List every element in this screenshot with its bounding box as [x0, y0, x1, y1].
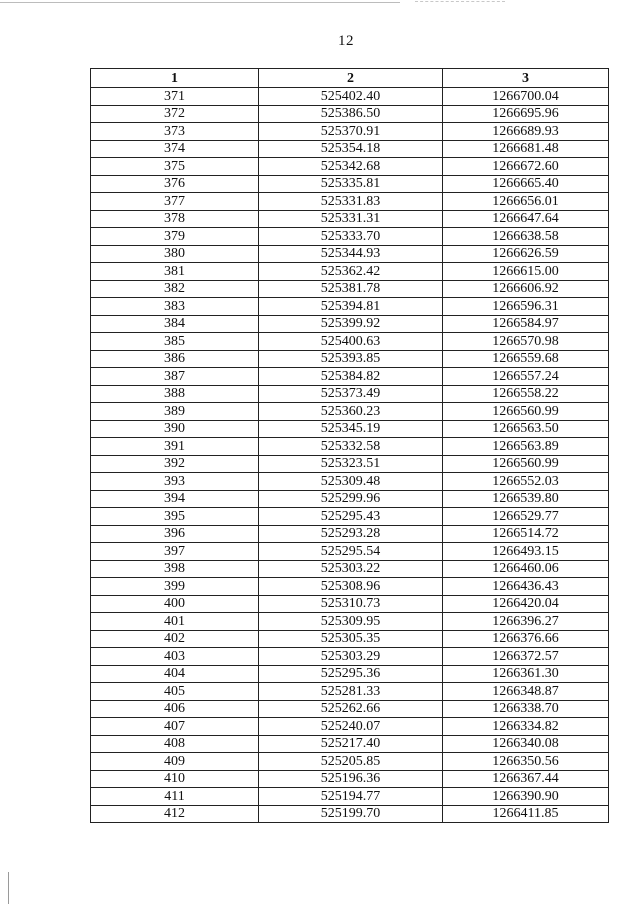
x-coordinate-cell: 525400.63	[259, 333, 443, 351]
y-coordinate-cell: 1266626.59	[443, 245, 609, 263]
x-coordinate-cell: 525240.07	[259, 718, 443, 736]
table-row	[91, 473, 609, 491]
page-number: 12	[338, 33, 354, 49]
y-coordinate-cell: 1266390.90	[443, 788, 609, 806]
table-row	[91, 158, 609, 176]
x-coordinate-cell: 525308.96	[259, 578, 443, 596]
point-number-cell: 378	[91, 210, 259, 228]
y-coordinate-cell: 1266596.31	[443, 298, 609, 316]
point-number-cell: 382	[91, 280, 259, 298]
table-row	[91, 263, 609, 281]
point-number-cell: 407	[91, 718, 259, 736]
x-coordinate-cell: 525354.18	[259, 140, 443, 158]
x-coordinate-cell: 525299.96	[259, 490, 443, 508]
y-coordinate-cell: 1266606.92	[443, 280, 609, 298]
point-number-cell: 386	[91, 350, 259, 368]
table-row	[91, 805, 609, 823]
table-row	[91, 718, 609, 736]
point-number-cell: 385	[91, 333, 259, 351]
point-number-cell: 395	[91, 508, 259, 526]
y-coordinate-cell: 1266338.70	[443, 700, 609, 718]
y-coordinate-cell: 1266557.24	[443, 368, 609, 386]
x-coordinate-cell: 525381.78	[259, 280, 443, 298]
y-coordinate-cell: 1266695.96	[443, 105, 609, 123]
table-row	[91, 543, 609, 561]
point-number-cell: 381	[91, 263, 259, 281]
table-row	[91, 683, 609, 701]
y-coordinate-cell: 1266570.98	[443, 333, 609, 351]
table-row	[91, 525, 609, 543]
y-coordinate-cell: 1266647.64	[443, 210, 609, 228]
x-coordinate-cell: 525332.58	[259, 438, 443, 456]
x-coordinate-cell: 525194.77	[259, 788, 443, 806]
table-row	[91, 368, 609, 386]
table-row	[91, 753, 609, 771]
y-coordinate-cell: 1266460.06	[443, 560, 609, 578]
x-coordinate-cell: 525393.85	[259, 350, 443, 368]
point-number-cell: 371	[91, 88, 259, 106]
table-row	[91, 420, 609, 438]
table-row	[91, 595, 609, 613]
x-coordinate-cell: 525331.83	[259, 193, 443, 211]
table-row	[91, 788, 609, 806]
point-number-cell: 405	[91, 683, 259, 701]
x-coordinate-cell: 525196.36	[259, 770, 443, 788]
point-number-cell: 380	[91, 245, 259, 263]
point-number-cell: 412	[91, 805, 259, 823]
point-number-cell: 377	[91, 193, 259, 211]
table-row	[91, 700, 609, 718]
y-coordinate-cell: 1266376.66	[443, 630, 609, 648]
table-row	[91, 88, 609, 106]
x-coordinate-cell: 525335.81	[259, 175, 443, 193]
table-row	[91, 403, 609, 421]
x-coordinate-cell: 525384.82	[259, 368, 443, 386]
column-header-point: 1	[91, 69, 259, 88]
x-coordinate-cell: 525217.40	[259, 735, 443, 753]
x-coordinate-cell: 525331.31	[259, 210, 443, 228]
table-row	[91, 648, 609, 666]
point-number-cell: 372	[91, 105, 259, 123]
x-coordinate-cell: 525309.95	[259, 613, 443, 631]
y-coordinate-cell: 1266700.04	[443, 88, 609, 106]
x-coordinate-cell: 525293.28	[259, 525, 443, 543]
point-number-cell: 388	[91, 385, 259, 403]
x-coordinate-cell: 525295.43	[259, 508, 443, 526]
point-number-cell: 387	[91, 368, 259, 386]
point-number-cell: 394	[91, 490, 259, 508]
y-coordinate-cell: 1266436.43	[443, 578, 609, 596]
y-coordinate-cell: 1266411.85	[443, 805, 609, 823]
table-row	[91, 438, 609, 456]
x-coordinate-cell: 525199.70	[259, 805, 443, 823]
x-coordinate-cell: 525370.91	[259, 123, 443, 141]
table-row	[91, 140, 609, 158]
y-coordinate-cell: 1266529.77	[443, 508, 609, 526]
point-number-cell: 384	[91, 315, 259, 333]
y-coordinate-cell: 1266552.03	[443, 473, 609, 491]
x-coordinate-cell: 525262.66	[259, 700, 443, 718]
x-coordinate-cell: 525333.70	[259, 228, 443, 246]
y-coordinate-cell: 1266493.15	[443, 543, 609, 561]
x-coordinate-cell: 525345.19	[259, 420, 443, 438]
x-coordinate-cell: 525386.50	[259, 105, 443, 123]
table-row	[91, 455, 609, 473]
table-row	[91, 613, 609, 631]
x-coordinate-cell: 525205.85	[259, 753, 443, 771]
table-row	[91, 298, 609, 316]
table-row	[91, 578, 609, 596]
table-row	[91, 490, 609, 508]
point-number-cell: 402	[91, 630, 259, 648]
x-coordinate-cell: 525342.68	[259, 158, 443, 176]
y-coordinate-cell: 1266638.58	[443, 228, 609, 246]
x-coordinate-cell: 525402.40	[259, 88, 443, 106]
table-row	[91, 210, 609, 228]
table-body	[91, 88, 609, 823]
y-coordinate-cell: 1266340.08	[443, 735, 609, 753]
point-number-cell: 391	[91, 438, 259, 456]
table-row	[91, 228, 609, 246]
y-coordinate-cell: 1266396.27	[443, 613, 609, 631]
table-row	[91, 665, 609, 683]
table-row	[91, 770, 609, 788]
table-row	[91, 175, 609, 193]
point-number-cell: 392	[91, 455, 259, 473]
point-number-cell: 379	[91, 228, 259, 246]
y-coordinate-cell: 1266665.40	[443, 175, 609, 193]
table-row	[91, 350, 609, 368]
table-row	[91, 385, 609, 403]
point-number-cell: 401	[91, 613, 259, 631]
table-row	[91, 105, 609, 123]
x-coordinate-cell: 525360.23	[259, 403, 443, 421]
y-coordinate-cell: 1266672.60	[443, 158, 609, 176]
x-coordinate-cell: 525309.48	[259, 473, 443, 491]
y-coordinate-cell: 1266615.00	[443, 263, 609, 281]
column-header-y: 3	[443, 69, 609, 88]
y-coordinate-cell: 1266563.89	[443, 438, 609, 456]
top-scan-line	[0, 2, 400, 3]
y-coordinate-cell: 1266348.87	[443, 683, 609, 701]
x-coordinate-cell: 525373.49	[259, 385, 443, 403]
point-number-cell: 375	[91, 158, 259, 176]
table-row	[91, 280, 609, 298]
y-coordinate-cell: 1266563.50	[443, 420, 609, 438]
point-number-cell: 376	[91, 175, 259, 193]
x-coordinate-cell: 525303.29	[259, 648, 443, 666]
table-row	[91, 315, 609, 333]
y-coordinate-cell: 1266584.97	[443, 315, 609, 333]
x-coordinate-cell: 525295.54	[259, 543, 443, 561]
x-coordinate-cell: 525303.22	[259, 560, 443, 578]
x-coordinate-cell: 525394.81	[259, 298, 443, 316]
point-number-cell: 409	[91, 753, 259, 771]
point-number-cell: 404	[91, 665, 259, 683]
point-number-cell: 389	[91, 403, 259, 421]
left-margin-mark	[8, 872, 9, 904]
y-coordinate-cell: 1266350.56	[443, 753, 609, 771]
y-coordinate-cell: 1266372.57	[443, 648, 609, 666]
point-number-cell: 374	[91, 140, 259, 158]
point-number-cell: 400	[91, 595, 259, 613]
point-number-cell: 390	[91, 420, 259, 438]
x-coordinate-cell: 525344.93	[259, 245, 443, 263]
y-coordinate-cell: 1266559.68	[443, 350, 609, 368]
point-number-cell: 383	[91, 298, 259, 316]
y-coordinate-cell: 1266560.99	[443, 403, 609, 421]
table-row	[91, 333, 609, 351]
point-number-cell: 411	[91, 788, 259, 806]
y-coordinate-cell: 1266656.01	[443, 193, 609, 211]
y-coordinate-cell: 1266514.72	[443, 525, 609, 543]
y-coordinate-cell: 1266558.22	[443, 385, 609, 403]
point-number-cell: 393	[91, 473, 259, 491]
table-row	[91, 193, 609, 211]
coordinates-table	[90, 68, 609, 823]
y-coordinate-cell: 1266367.44	[443, 770, 609, 788]
y-coordinate-cell: 1266681.48	[443, 140, 609, 158]
table-row	[91, 245, 609, 263]
point-number-cell: 398	[91, 560, 259, 578]
y-coordinate-cell: 1266420.04	[443, 595, 609, 613]
x-coordinate-cell: 525362.42	[259, 263, 443, 281]
point-number-cell: 403	[91, 648, 259, 666]
table-row	[91, 735, 609, 753]
table-row	[91, 560, 609, 578]
table-row	[91, 630, 609, 648]
point-number-cell: 396	[91, 525, 259, 543]
column-header-x: 2	[259, 69, 443, 88]
x-coordinate-cell: 525399.92	[259, 315, 443, 333]
x-coordinate-cell: 525295.36	[259, 665, 443, 683]
point-number-cell: 397	[91, 543, 259, 561]
x-coordinate-cell: 525305.35	[259, 630, 443, 648]
table-header-row	[91, 69, 609, 88]
point-number-cell: 408	[91, 735, 259, 753]
point-number-cell: 399	[91, 578, 259, 596]
point-number-cell: 406	[91, 700, 259, 718]
y-coordinate-cell: 1266560.99	[443, 455, 609, 473]
table-row	[91, 123, 609, 141]
x-coordinate-cell: 525281.33	[259, 683, 443, 701]
table-row	[91, 508, 609, 526]
point-number-cell: 410	[91, 770, 259, 788]
top-scan-mark	[415, 1, 505, 2]
x-coordinate-cell: 525323.51	[259, 455, 443, 473]
y-coordinate-cell: 1266689.93	[443, 123, 609, 141]
y-coordinate-cell: 1266334.82	[443, 718, 609, 736]
y-coordinate-cell: 1266539.80	[443, 490, 609, 508]
y-coordinate-cell: 1266361.30	[443, 665, 609, 683]
x-coordinate-cell: 525310.73	[259, 595, 443, 613]
point-number-cell: 373	[91, 123, 259, 141]
